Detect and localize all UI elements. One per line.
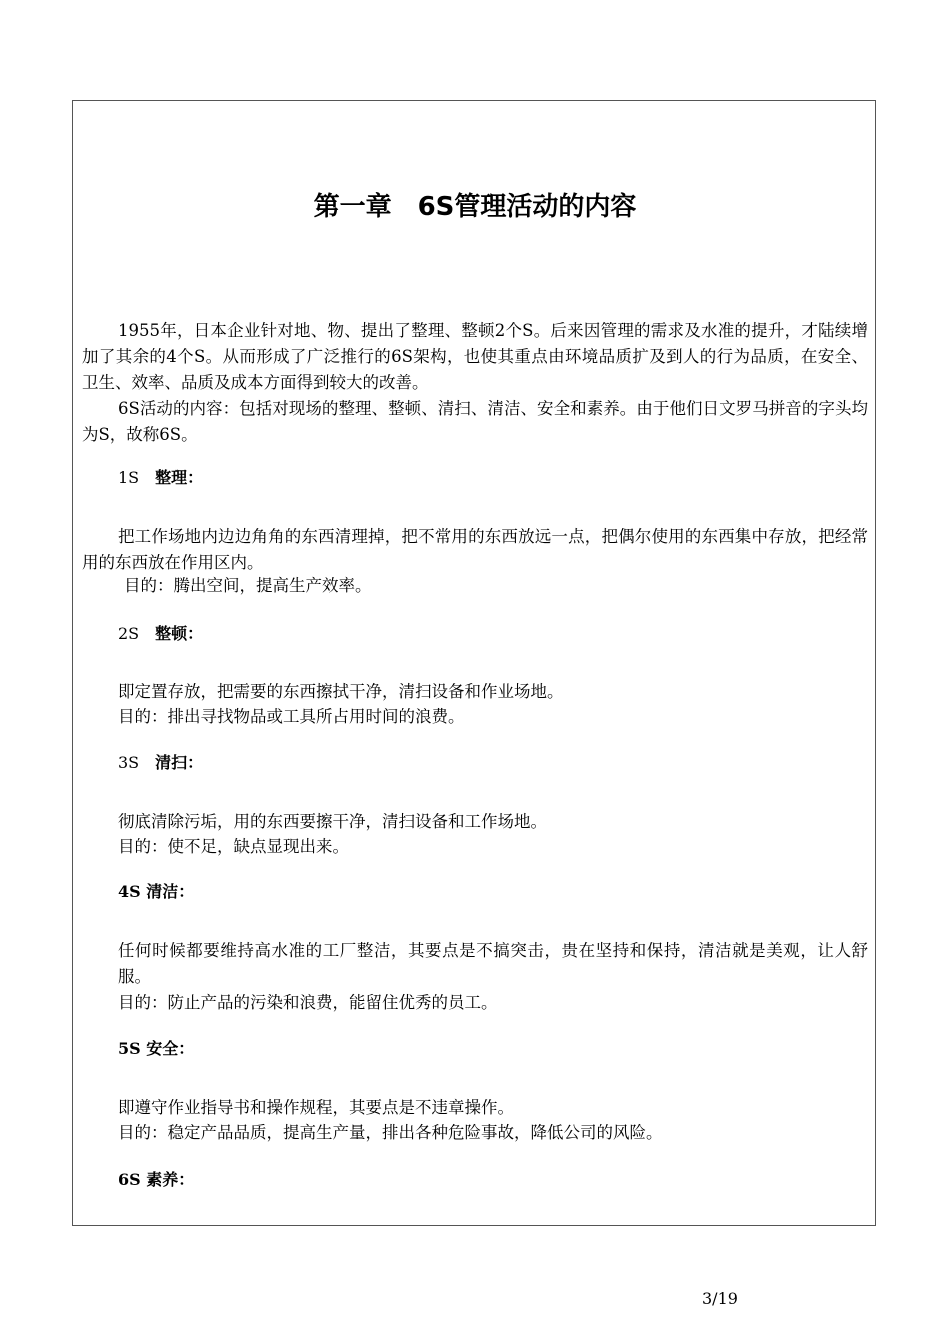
section-code: 1S — [118, 468, 140, 487]
section-code: 6S — [118, 1170, 141, 1189]
section-heading-2s — [118, 622, 203, 646]
section-heading-3s — [118, 751, 203, 775]
section-heading-6s — [118, 1168, 194, 1192]
section-body-5s: 即遵守作业指导书和操作规程，其要点是不违章操作。 — [118, 1098, 514, 1117]
chapter-title: 第一章 6S管理活动的内容 — [313, 192, 637, 222]
page-number: 3/19 — [702, 1289, 738, 1308]
section-name: 清扫： — [155, 753, 204, 772]
intro-paragraph-1: 1955年，日本企业针对地、物、提出了整理、整顿2个S。后来因管理的需求及水准的提升，才陆续增加了其余的4个S。从而形成了广泛推行的6S架构，也使其重点由环境品质扩及到人的行为品质，在安全、卫生、效率、品质及成本方面得到较大的改善。 — [82, 321, 868, 392]
section-heading-4s — [118, 880, 194, 904]
section-code: 5S — [118, 1039, 141, 1058]
section-purpose-4s: 目的：防止产品的污染和浪费，能留住优秀的员工。 — [118, 993, 498, 1012]
section-purpose-3s: 目的：使不足，缺点显现出来。 — [118, 837, 349, 856]
intro-paragraph-2: 6S活动的内容：包括对现场的整理、整顿、清扫、清洁、安全和素养。由于他们日文罗马拼音的字头均为S，故称6S。 — [82, 399, 868, 444]
section-name: 清洁： — [146, 882, 195, 901]
section-heading-5s — [118, 1037, 194, 1061]
section-body-1s: 把工作场地内边边角角的东西清理掉，把不常用的东西放远一点，把偶尔使用的东西集中存放，把经常用的东西放在作用区内。 — [82, 527, 868, 572]
section-name: 素养： — [146, 1170, 195, 1189]
section-name: 整顿： — [155, 624, 204, 643]
section-code: 2S — [118, 624, 140, 643]
section-body-3s: 彻底清除污垢，用的东西要擦干净，清扫设备和工作场地。 — [118, 812, 547, 831]
section-code: 4S — [118, 882, 141, 901]
section-name: 安全： — [146, 1039, 195, 1058]
section-code: 3S — [118, 753, 140, 772]
section-heading-1s — [118, 466, 203, 490]
section-name: 整理： — [155, 468, 204, 487]
section-purpose-1s: 目的：腾出空间，提高生产效率。 — [124, 576, 372, 595]
section-body-4s: 任何时候都要维持高水准的工厂整洁，其要点是不搞突击，贵在坚持和保持，清洁就是美观，让人舒服。 — [118, 941, 868, 986]
section-purpose-2s: 目的：排出寻找物品或工具所占用时间的浪费。 — [118, 707, 465, 726]
section-purpose-5s: 目的：稳定产品品质，提高生产量，排出各种危险事故，降低公司的风险。 — [118, 1123, 663, 1142]
section-body-2s: 即定置存放，把需要的东西擦拭干净，清扫设备和作业场地。 — [118, 682, 564, 701]
